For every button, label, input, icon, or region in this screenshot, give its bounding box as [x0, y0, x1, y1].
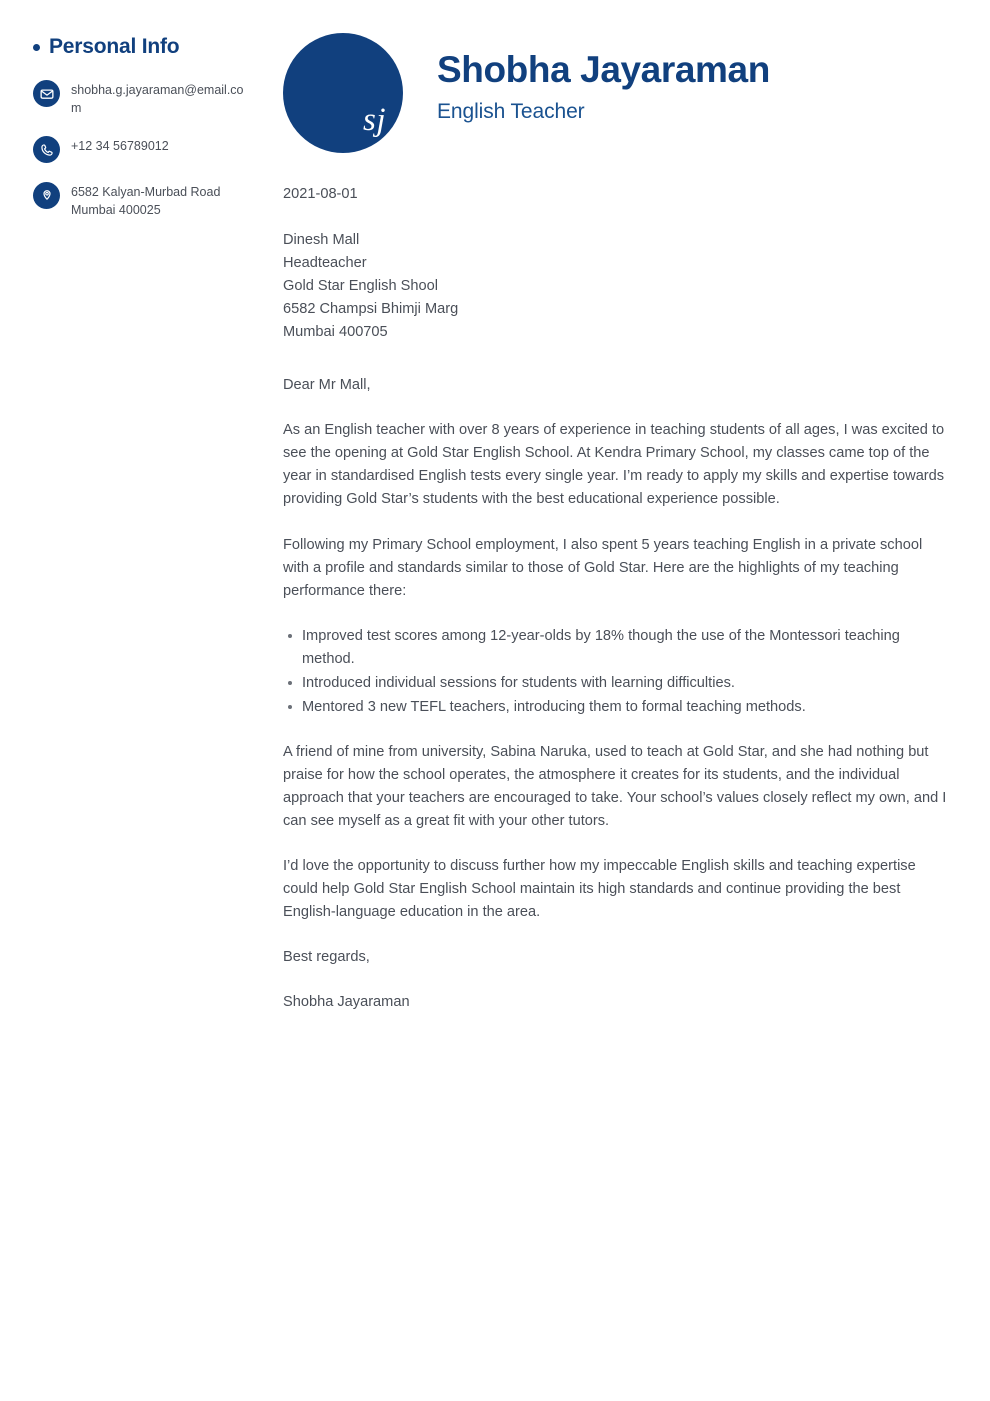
letter-date: 2021-08-01 — [283, 186, 358, 202]
phone-icon — [33, 136, 60, 163]
recipient-organization: Gold Star English Shool — [283, 278, 438, 295]
letter-body — [283, 153, 951, 1014]
recipient-address-block — [283, 229, 951, 344]
list-item: Mentored 3 new TEFL teachers, introducing them to formal teaching methods. — [283, 696, 951, 719]
heading-bullet-icon — [33, 44, 40, 51]
letter-main-column — [283, 0, 990, 1401]
letter-paragraph-1: As an English teacher with over 8 years of experience in teaching students of all ages, I was excited to see the opening at Gold Star English School. At Kendra Primary School, my classes came top of the year in standardised English tests every single year. I’m ready to apply my skills and expertise towards providing Gold Star’s students with the best educational experience possible. — [283, 422, 945, 508]
contact-value-email — [71, 79, 263, 117]
closing-salutation: Best regards, — [283, 949, 370, 966]
contact-item-phone — [33, 135, 263, 163]
page-title: Shobha Jayaraman — [437, 49, 770, 90]
job-title: English Teacher — [437, 99, 585, 123]
recipient-role: Headteacher — [283, 255, 367, 272]
recipient-street: 6582 Champsi Bhimji Marg — [283, 301, 459, 318]
recipient-name: Dinesh Mall — [283, 232, 360, 249]
contact-address-line-1: 6582 Kalyan-Murbad Road — [71, 185, 221, 200]
contact-value-address — [71, 181, 263, 219]
achievement-list — [283, 625, 951, 719]
contact-email-line-2: m — [71, 101, 82, 116]
sidebar — [0, 0, 283, 1401]
identity-block — [403, 33, 770, 124]
contact-value-phone: +12 34 56789012 — [71, 139, 169, 154]
envelope-icon — [33, 80, 60, 107]
personal-info-heading — [33, 36, 263, 57]
letter-paragraph-2: Following my Primary School employment, I also spent 5 years teaching English in a private school with a profile and standards similar to those of Gold Star. Here are the highlights of my teaching performance there: — [283, 536, 923, 599]
contact-item-email — [33, 79, 263, 117]
contact-address-line-2: Mumbai 400025 — [71, 203, 161, 218]
avatar-initials: sj — [362, 102, 386, 138]
list-item: Introduced individual sessions for students with learning difficulties. — [283, 672, 951, 695]
contact-list — [33, 79, 263, 220]
letter-header — [283, 33, 950, 153]
contact-item-address — [33, 181, 263, 219]
salutation: Dear Mr Mall, — [283, 377, 371, 394]
location-pin-icon — [33, 182, 60, 209]
letter-paragraph-4: I’d love the opportunity to discuss further how my impeccable English skills and teaching expertise could help Gold Star English School maintain its high standards and continue providing the best English-language education in the area. — [283, 858, 916, 921]
avatar — [283, 33, 403, 153]
signature-name: Shobha Jayaraman — [283, 994, 410, 1011]
recipient-city: Mumbai 400705 — [283, 324, 388, 341]
contact-email-line-1: shobha.g.jayaraman@email.co — [71, 83, 244, 97]
letter-paragraph-3: A friend of mine from university, Sabina Naruka, used to teach at Gold Star, and she had nothing but praise for how the school operates, the atmosphere it creates for its students, and the individual approach that your teachers are encouraged to take. Your school’s values closely reflect my own, and I can see myself as a great fit with your other tutors. — [283, 743, 947, 829]
list-item: Improved test scores among 12-year-olds by 18% though the use of the Montessori teaching method. — [283, 625, 951, 671]
personal-info-heading-label: Personal Info — [49, 35, 180, 58]
